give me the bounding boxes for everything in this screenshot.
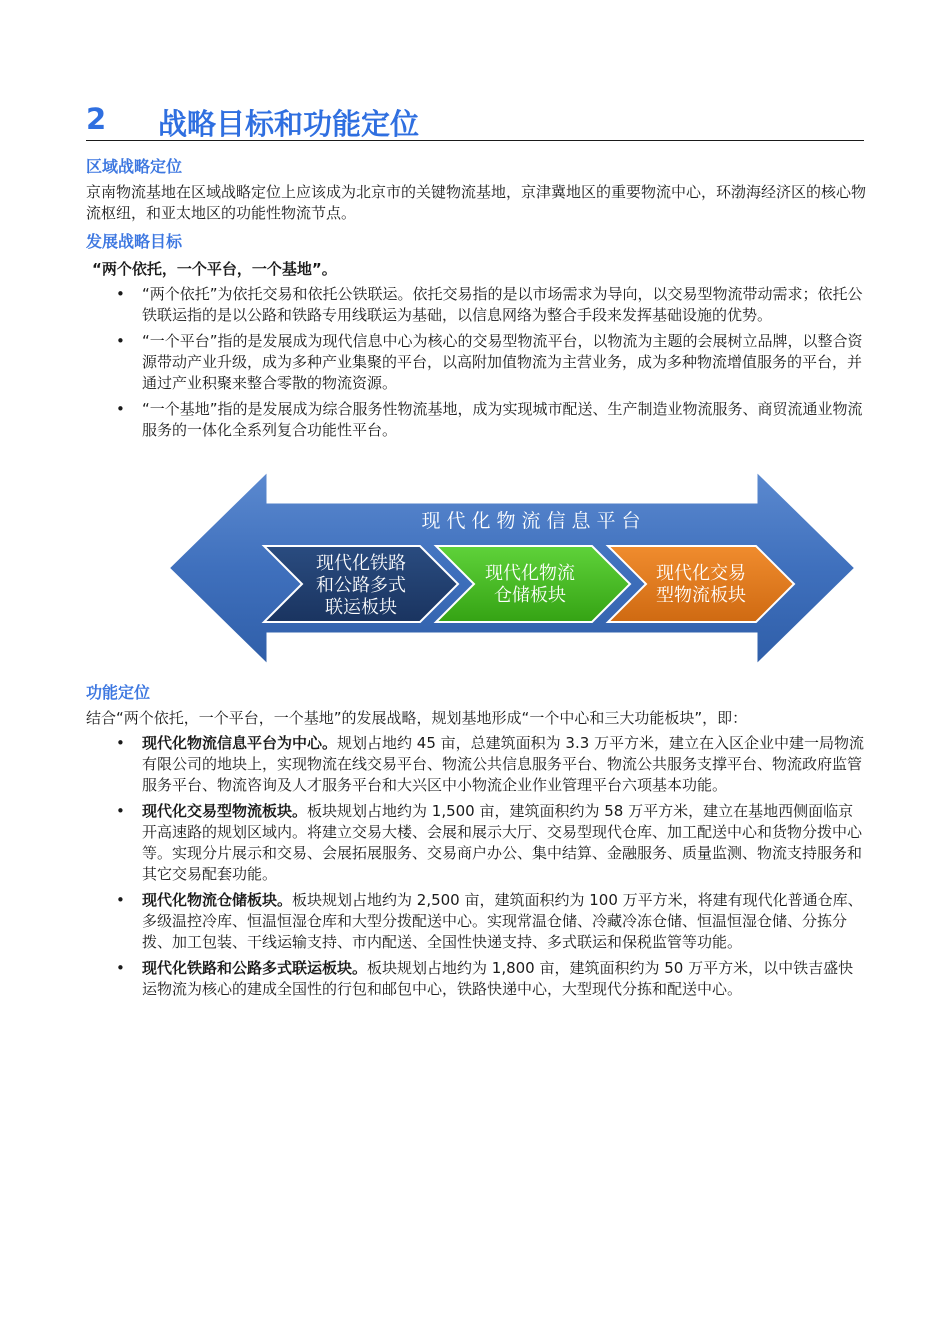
bullet-text: 板块规划占地约为 2,500 亩，建筑面积约为 100 万平方米，将建有现代化普通仓库、多级温控冷库、恒温恒湿仓库和大型分拨配送中心。实现常温仓储、冷藏冷冻仓储、恒温恒湿仓储、分拣分拨、加工包装、干线运输支持、市内配送、全国性快递支持、多式联运和保税监管等功能。 xyxy=(142,891,863,951)
bullet-icon: • xyxy=(116,891,125,909)
chapter-number: 2 xyxy=(86,102,107,136)
block3-line: 型物流板块 xyxy=(656,585,746,606)
bullet-lead: 现代化物流仓储板块。 xyxy=(142,891,293,909)
bullet-icon: • xyxy=(116,285,125,303)
bullet-text: “一个基地”指的是发展成为综合服务性物流基地，成为实现城市配送、生产制造业物流服务、商贸流通业物流服务的一体化全系列复合功能性平台。 xyxy=(142,400,863,439)
block1-line: 和公路多式 xyxy=(316,575,406,596)
list-item xyxy=(112,399,866,441)
bullet-lead: 现代化物流信息平台为中心。 xyxy=(142,734,338,752)
platform-diagram xyxy=(168,470,856,666)
bullet-icon: • xyxy=(116,802,125,820)
list-item xyxy=(112,733,866,796)
function-intro: 结合“两个依托，一个平台，一个基地”的发展战略，规划基地形成“一个中心和三大功能板块”，即： xyxy=(86,709,748,727)
section-heading-function: 功能定位 xyxy=(86,683,151,702)
block1-line: 联运板块 xyxy=(325,597,397,618)
section-heading-regional: 区域战略定位 xyxy=(86,157,183,176)
bullet-text: “一个平台”指的是发展成为现代信息中心为核心的交易型物流平台，以物流为主题的会展树立品牌，以整合资源带动产业升级，成为多种产业集聚的平台，以高附加值物流为主营业务，成为多种物流增值服务的平台，并通过产业积聚来整合零散的物流资源。 xyxy=(142,332,863,392)
section-heading-goals: 发展战略目标 xyxy=(86,232,183,251)
chapter-heading xyxy=(86,100,864,141)
function-bullet-list xyxy=(112,733,866,1000)
list-item xyxy=(112,958,866,1000)
bullet-icon: • xyxy=(116,400,125,418)
bullet-lead: 现代化交易型物流板块。 xyxy=(142,802,308,820)
goals-slogan: “两个依托，一个平台，一个基地”。 xyxy=(92,260,337,278)
bullet-text: 规划占地约 45 亩，总建筑面积为 3.3 万平方米，建立在入区企业中建一局物流有限公司的地块上，实现物流在线交易平台、物流公共信息服务平台、物流公共服务支撑平台、物流政府监管服务平台、物流咨询及人才服务平台和大兴区中小物流企业作业管理平台六项基本功能。 xyxy=(142,734,865,794)
bullet-text: 板块规划占地约为 1,800 亩，建筑面积约为 50 万平方米，以中铁吉盛快运物流为核心的建成全国性的行包和邮包中心，铁路快递中心，大型现代分拣和配送中心。 xyxy=(142,959,854,998)
bullet-icon: • xyxy=(116,734,125,752)
diagram-top-label: 现代化物流信息平台 xyxy=(421,510,647,532)
block2-line: 仓储板块 xyxy=(494,585,566,606)
block1-line: 现代化铁路 xyxy=(316,553,406,574)
bullet-icon: • xyxy=(116,332,125,350)
chapter-title: 战略目标和功能定位 xyxy=(158,107,420,141)
list-item xyxy=(112,890,866,953)
block2-line: 现代化物流 xyxy=(485,563,575,584)
bullet-lead: 现代化铁路和公路多式联运板块。 xyxy=(142,959,368,977)
bullet-icon: • xyxy=(116,959,125,977)
bullet-text: “两个依托”为依托交易和依托公铁联运。依托交易指的是以市场需求为导向，以交易型物流带动需求；依托公铁联运指的是以公路和铁路专用线联运为基础，以信息网络为整合手段来发挥基础设施的优势。 xyxy=(142,285,863,324)
list-item xyxy=(112,801,866,885)
bullet-text: 板块规划占地约为 1,500 亩，建筑面积约为 58 万平方米，建立在基地西侧面临京开高速路的规划区域内。将建立交易大楼、会展和展示大厅、交易型现代仓库、加工配送中心和货物分拨中心等。实现分片展示和交易、会展拓展服务、交易商户办公、集中结算、金融服务、质量监测、物流支持服务和其它交易配套功能。 xyxy=(142,802,863,883)
list-item xyxy=(112,284,866,326)
goals-bullet-list xyxy=(112,284,866,441)
list-item xyxy=(112,331,866,394)
block3-line: 现代化交易 xyxy=(656,563,746,584)
regional-paragraph: 京南物流基地在区域战略定位上应该成为北京市的关键物流基地，京津冀地区的重要物流中心，环渤海经济区的核心物流枢纽，和亚太地区的功能性物流节点。 xyxy=(86,183,867,222)
